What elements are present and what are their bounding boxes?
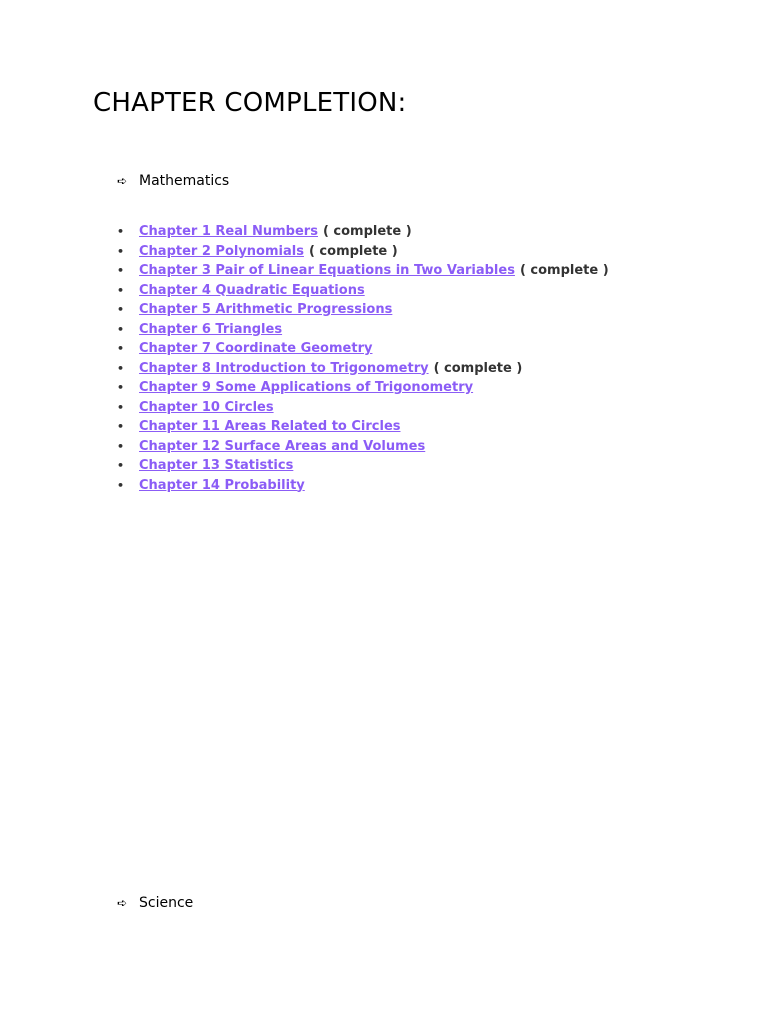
- chapter-list-mathematics: [117, 222, 609, 495]
- list-item: [117, 339, 609, 359]
- bullet-icon: •: [117, 459, 125, 472]
- bullet-icon: •: [117, 420, 125, 433]
- chapter-link[interactable]: Chapter 3 Pair of Linear Equations in Two Variables: [139, 263, 515, 278]
- right-arrow-icon: ➪: [117, 896, 128, 910]
- list-item: [117, 476, 609, 496]
- chapter-link[interactable]: Chapter 14 Probability: [139, 477, 305, 493]
- chapter-link[interactable]: Chapter 10 Circles: [139, 399, 274, 415]
- subject-label: Science: [139, 895, 194, 911]
- list-item: [117, 437, 609, 457]
- bullet-icon: •: [117, 303, 125, 316]
- chapter-link[interactable]: Chapter 13 Statistics: [139, 458, 294, 473]
- list-item: [117, 456, 609, 476]
- chapter-link[interactable]: Chapter 9 Some Applications of Trigonometry: [139, 380, 474, 395]
- chapter-link[interactable]: Chapter 7 Coordinate Geometry: [139, 341, 373, 356]
- list-item: [117, 222, 609, 242]
- subject-mathematics: [117, 171, 229, 191]
- list-item: [117, 300, 609, 320]
- list-item: [117, 417, 609, 437]
- chapter-link[interactable]: Chapter 11 Areas Related to Circles: [139, 419, 401, 434]
- page-title: CHAPTER COMPLETION:: [93, 88, 407, 118]
- list-item: [117, 378, 609, 398]
- completion-status: ( complete ): [519, 263, 609, 278]
- bullet-icon: •: [117, 478, 125, 492]
- list-item: [117, 359, 609, 379]
- chapter-link[interactable]: Chapter 5 Arithmetic Progressions: [139, 302, 393, 317]
- subject-label: Mathematics: [139, 173, 230, 189]
- bullet-icon: •: [117, 322, 125, 336]
- list-item: [117, 281, 609, 301]
- bullet-icon: •: [117, 283, 125, 297]
- bullet-icon: •: [117, 225, 125, 238]
- bullet-icon: •: [117, 342, 125, 355]
- list-item: [117, 320, 609, 340]
- right-arrow-icon: ➪: [117, 174, 128, 188]
- chapter-link[interactable]: Chapter 2 Polynomials: [139, 243, 304, 259]
- bullet-icon: •: [117, 244, 125, 258]
- bullet-icon: •: [117, 400, 125, 414]
- list-item: [117, 261, 609, 281]
- list-item: [117, 398, 609, 418]
- completion-status: ( complete ): [433, 360, 523, 376]
- chapter-link[interactable]: Chapter 8 Introduction to Trigonometry: [139, 360, 429, 376]
- bullet-icon: •: [117, 361, 125, 375]
- chapter-link[interactable]: Chapter 1 Real Numbers: [139, 224, 318, 239]
- bullet-icon: •: [117, 381, 125, 394]
- completion-status: ( complete ): [308, 243, 398, 259]
- chapter-link[interactable]: Chapter 12 Surface Areas and Volumes: [139, 438, 426, 454]
- subject-science: [117, 893, 193, 913]
- bullet-icon: •: [117, 264, 125, 277]
- bullet-icon: •: [117, 439, 125, 453]
- list-item: [117, 242, 609, 262]
- completion-status: ( complete ): [322, 224, 412, 239]
- chapter-link[interactable]: Chapter 6 Triangles: [139, 321, 283, 337]
- chapter-link[interactable]: Chapter 4 Quadratic Equations: [139, 282, 365, 298]
